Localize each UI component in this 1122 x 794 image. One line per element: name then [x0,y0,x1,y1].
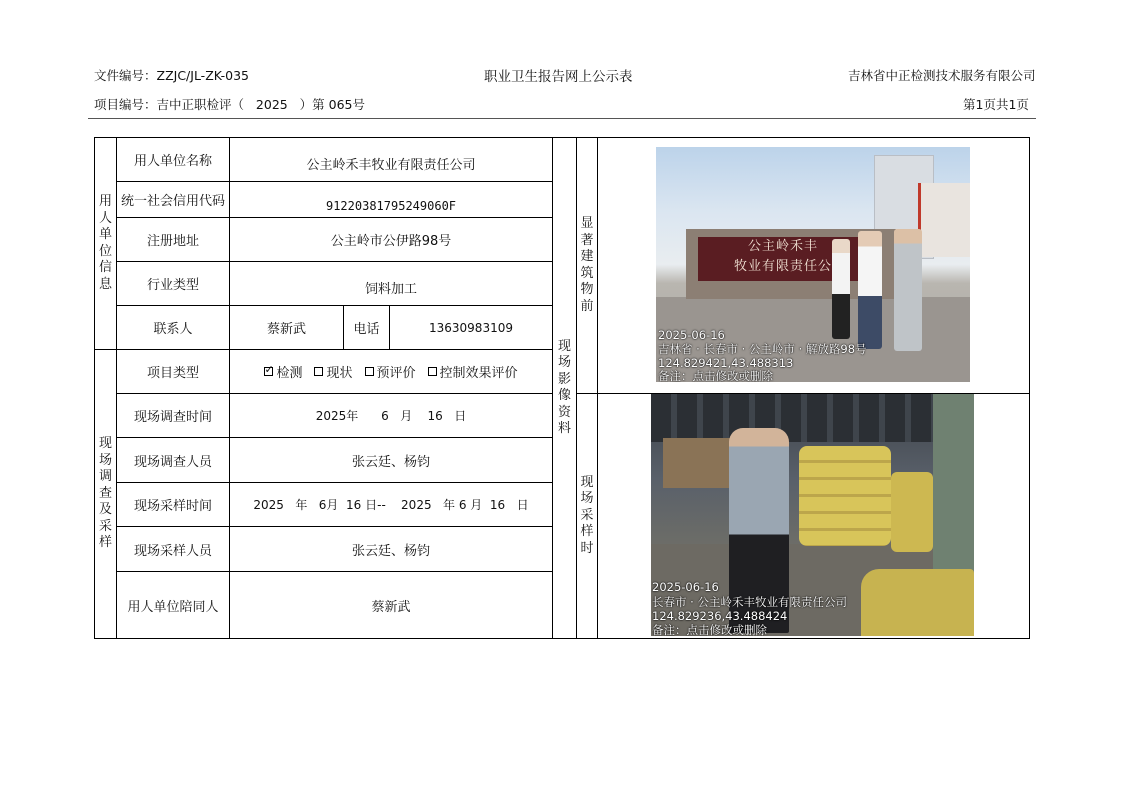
checkbox-icon [428,367,437,376]
survey-staff-label: 现场调查人员 [133,454,212,470]
feed-bags-image [799,446,891,546]
survey-staff-value: 张云廷、杨钧 [351,454,430,470]
option-test[interactable]: ✓ 检测 [264,362,302,381]
sack-pile-image [861,569,974,636]
photo-coordinates: 124.829236,43.488424 [652,609,788,623]
address-value: 公主岭市公伊路98号 [330,234,452,249]
project-type-label: 项目类型 [146,366,199,381]
photo-note[interactable]: 备注：点击修改或删除 [658,369,773,382]
contact-value: 蔡新武 [266,322,306,337]
industry-label: 行业类型 [146,278,199,293]
page-title: 职业卫生报告网上公示表 [484,69,633,85]
project-number: 项目编号：吉中正职检评（ 2025 ）第 065号 [94,97,365,112]
person-figure [832,239,850,339]
sampling-staff-value: 张云廷、杨钧 [351,543,430,559]
person-figure [858,231,882,349]
sampling-time-value: 2025 年 6月 16 日-- 2025 年 6 月 16 日 [253,498,529,512]
company-sign: 公主岭禾丰 牧业有限责任公 [698,237,868,281]
page-number: 第1页共1页 [963,97,1029,112]
sampling-time-label: 现场采样时间 [133,499,212,514]
employer-info-group-label: 用 人 单 位 信 息 [98,194,112,292]
divider [597,137,598,639]
industry-value: 饲料加工 [364,282,417,297]
machine-image [933,394,974,584]
address-label: 注册地址 [146,234,199,249]
person-figure [894,229,922,351]
header-divider [88,118,1036,119]
feed-bags-image [891,472,933,552]
credit-code-value: 91220381795249060F [325,198,457,213]
project-type-options [230,350,552,393]
employer-name-label: 用人单位名称 [133,154,212,169]
phone-value: 13630983109 [429,320,513,335]
photo-date: 2025-06-16 [652,580,719,594]
contact-label: 联系人 [153,322,193,337]
option-control-evaluation[interactable]: 控制效果评价 [428,362,518,381]
survey-time-value: 2025年 6 月 16 日 [315,409,467,423]
credit-code-label: 统一社会信用代码 [120,194,225,209]
survey-group-label: 现 场 调 查 及 采 样 [98,436,112,551]
escort-label: 用人单位陪同人 [127,599,219,615]
photo-date: 2025-06-16 [658,328,725,342]
photo-coordinates: 124.829421,43.488313 [658,356,794,370]
sampling-scene-photo [651,394,974,636]
company-name: 吉林省中正检测技术服务有限公司 [848,68,1036,83]
survey-time-label: 现场调查时间 [133,410,212,425]
checkbox-checked-icon [264,367,273,376]
option-status[interactable]: 现状 [314,362,352,381]
photo-note[interactable]: 备注：点击修改或删除 [652,623,767,636]
checkbox-icon [365,367,374,376]
escort-value: 蔡新武 [371,599,411,615]
photo-location: 吉林省 · 长春市 · 公主岭市 · 解放路98号 [658,342,867,356]
employer-name-value: 公主岭禾丰牧业有限责任公司 [306,158,476,173]
photo2-label: 现 场 采 样 时 [580,474,594,556]
sampling-staff-label: 现场采样人员 [133,543,212,559]
media-group-label: 现 场 影 像 资 料 [557,338,571,436]
photo1-label: 显 著 建 筑 物 前 [580,216,594,314]
checkbox-icon [314,367,323,376]
photo-location: 长春市 · 公主岭禾丰牧业有限责任公司 [652,595,847,609]
option-pre-evaluation[interactable]: 预评价 [365,362,416,381]
doc-number: 文件编号：ZZJC/JL-ZK-035 [94,68,250,83]
warehouse-roof-image [651,394,974,442]
building-image [918,183,970,257]
phone-label: 电话 [353,322,380,337]
building-front-photo [656,147,970,382]
